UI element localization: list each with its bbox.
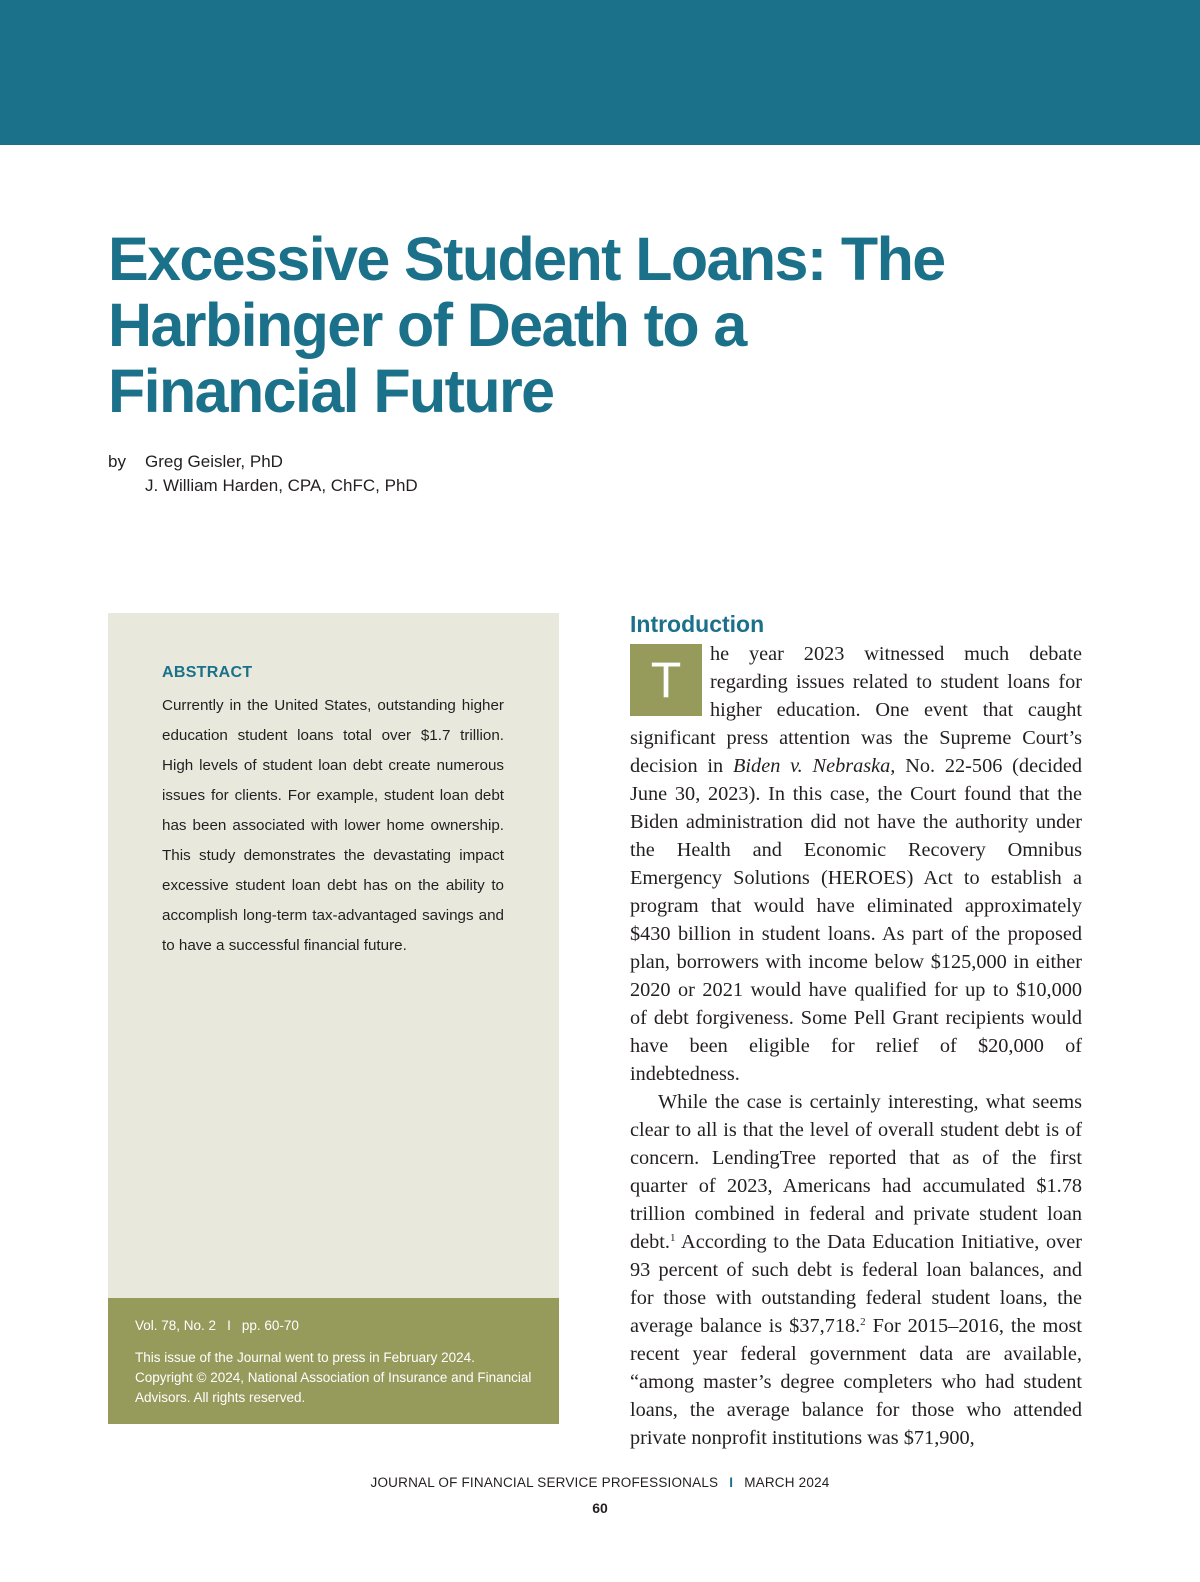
separator: I xyxy=(729,1475,734,1490)
journal-name: JOURNAL OF FINANCIAL SERVICE PROFESSIONALS xyxy=(370,1475,719,1490)
volume-number: Vol. 78, No. 2 xyxy=(135,1318,217,1333)
author-list xyxy=(145,450,645,498)
running-footer xyxy=(0,1475,1200,1490)
issue-date: MARCH 2024 xyxy=(744,1475,830,1490)
abstract-box xyxy=(108,613,559,1298)
abstract-heading: ABSTRACT xyxy=(162,664,253,681)
section-heading-introduction: Introduction xyxy=(630,611,765,637)
page-number: 60 xyxy=(592,1500,608,1516)
issue-info-box xyxy=(108,1298,559,1424)
footnote-ref[interactable]: 1 xyxy=(670,1232,676,1244)
byline-label: by xyxy=(108,452,126,471)
body-paragraph: While the case is certainly interesting, what seems clear to all is that the level of overall student debt is of concern. LendingTree reported that as of the first quarter of 2023, Americans had accumulated $1.78 trillion combined in federal and private student loan debt.$^1$ According to the Data Education Initiative, over 93 percent of such debt is federal loan balances, and for those with outstanding federal student loans, the average balance is $37,718.$^2$ For 2015–2016, the most recent year federal government data are available, “among master’s degree completers who had student loans, the average balance for those who attended private nonprofit institutions was $71,900, xyxy=(630,1091,1082,1449)
copyright-note: This issue of the Journal went to press in February 2024. Copyright © 2024, National Association of Insurance and Financial Advisors. All rights reserved. xyxy=(135,1350,532,1405)
author-name: Greg Geisler, PhD xyxy=(145,452,283,471)
header-color-band xyxy=(0,0,1200,145)
issue-citation xyxy=(135,1318,299,1333)
body-paragraph: T he year 2023 witnessed much debate regarding issues related to student loans for higher education. One event that caught significant press attention was the Supreme Court’s decision in Biden v. Nebraska, No. 22-506 (decided June 30, 2023). In this case, the Court found that the Biden administration did not have the authority under the Health and Economic Recovery Omnibus Emergency Solutions (HEROES) Act to establish a program that would have eliminated approximately $430 billion in student loans. As part of the proposed plan, borrowers with income below $125,000 in either 2020 or 2021 would have qualified for up to $10,000 of debt forgiveness. Some Pell Grant recipients would have been eligible for relief of $20,000 of indebtedness. xyxy=(630,643,1082,1085)
footnote-ref[interactable]: 2 xyxy=(860,1316,866,1328)
separator: I xyxy=(227,1318,231,1333)
case-name: Biden v. Nebraska, xyxy=(733,755,896,777)
article-body xyxy=(630,640,1082,1452)
abstract-text: Currently in the United States, outstanding higher education student loans total over $1.7 trillion. High levels of student loan debt create numerous issues for clients. For example, student loan debt has been associated with lower home ownership. This study demonstrates the devastating impact excessive student loan debt has on the ability to accomplish long-term tax-advantaged savings and to have a successful financial future. xyxy=(162,697,504,954)
page-range: pp. 60-70 xyxy=(241,1318,299,1333)
author-name: J. William Harden, CPA, ChFC, PhD xyxy=(145,476,418,495)
drop-cap: T xyxy=(630,644,702,716)
article-title: Excessive Student Loans: The Harbinger of Death to a Financial Future xyxy=(108,225,945,425)
